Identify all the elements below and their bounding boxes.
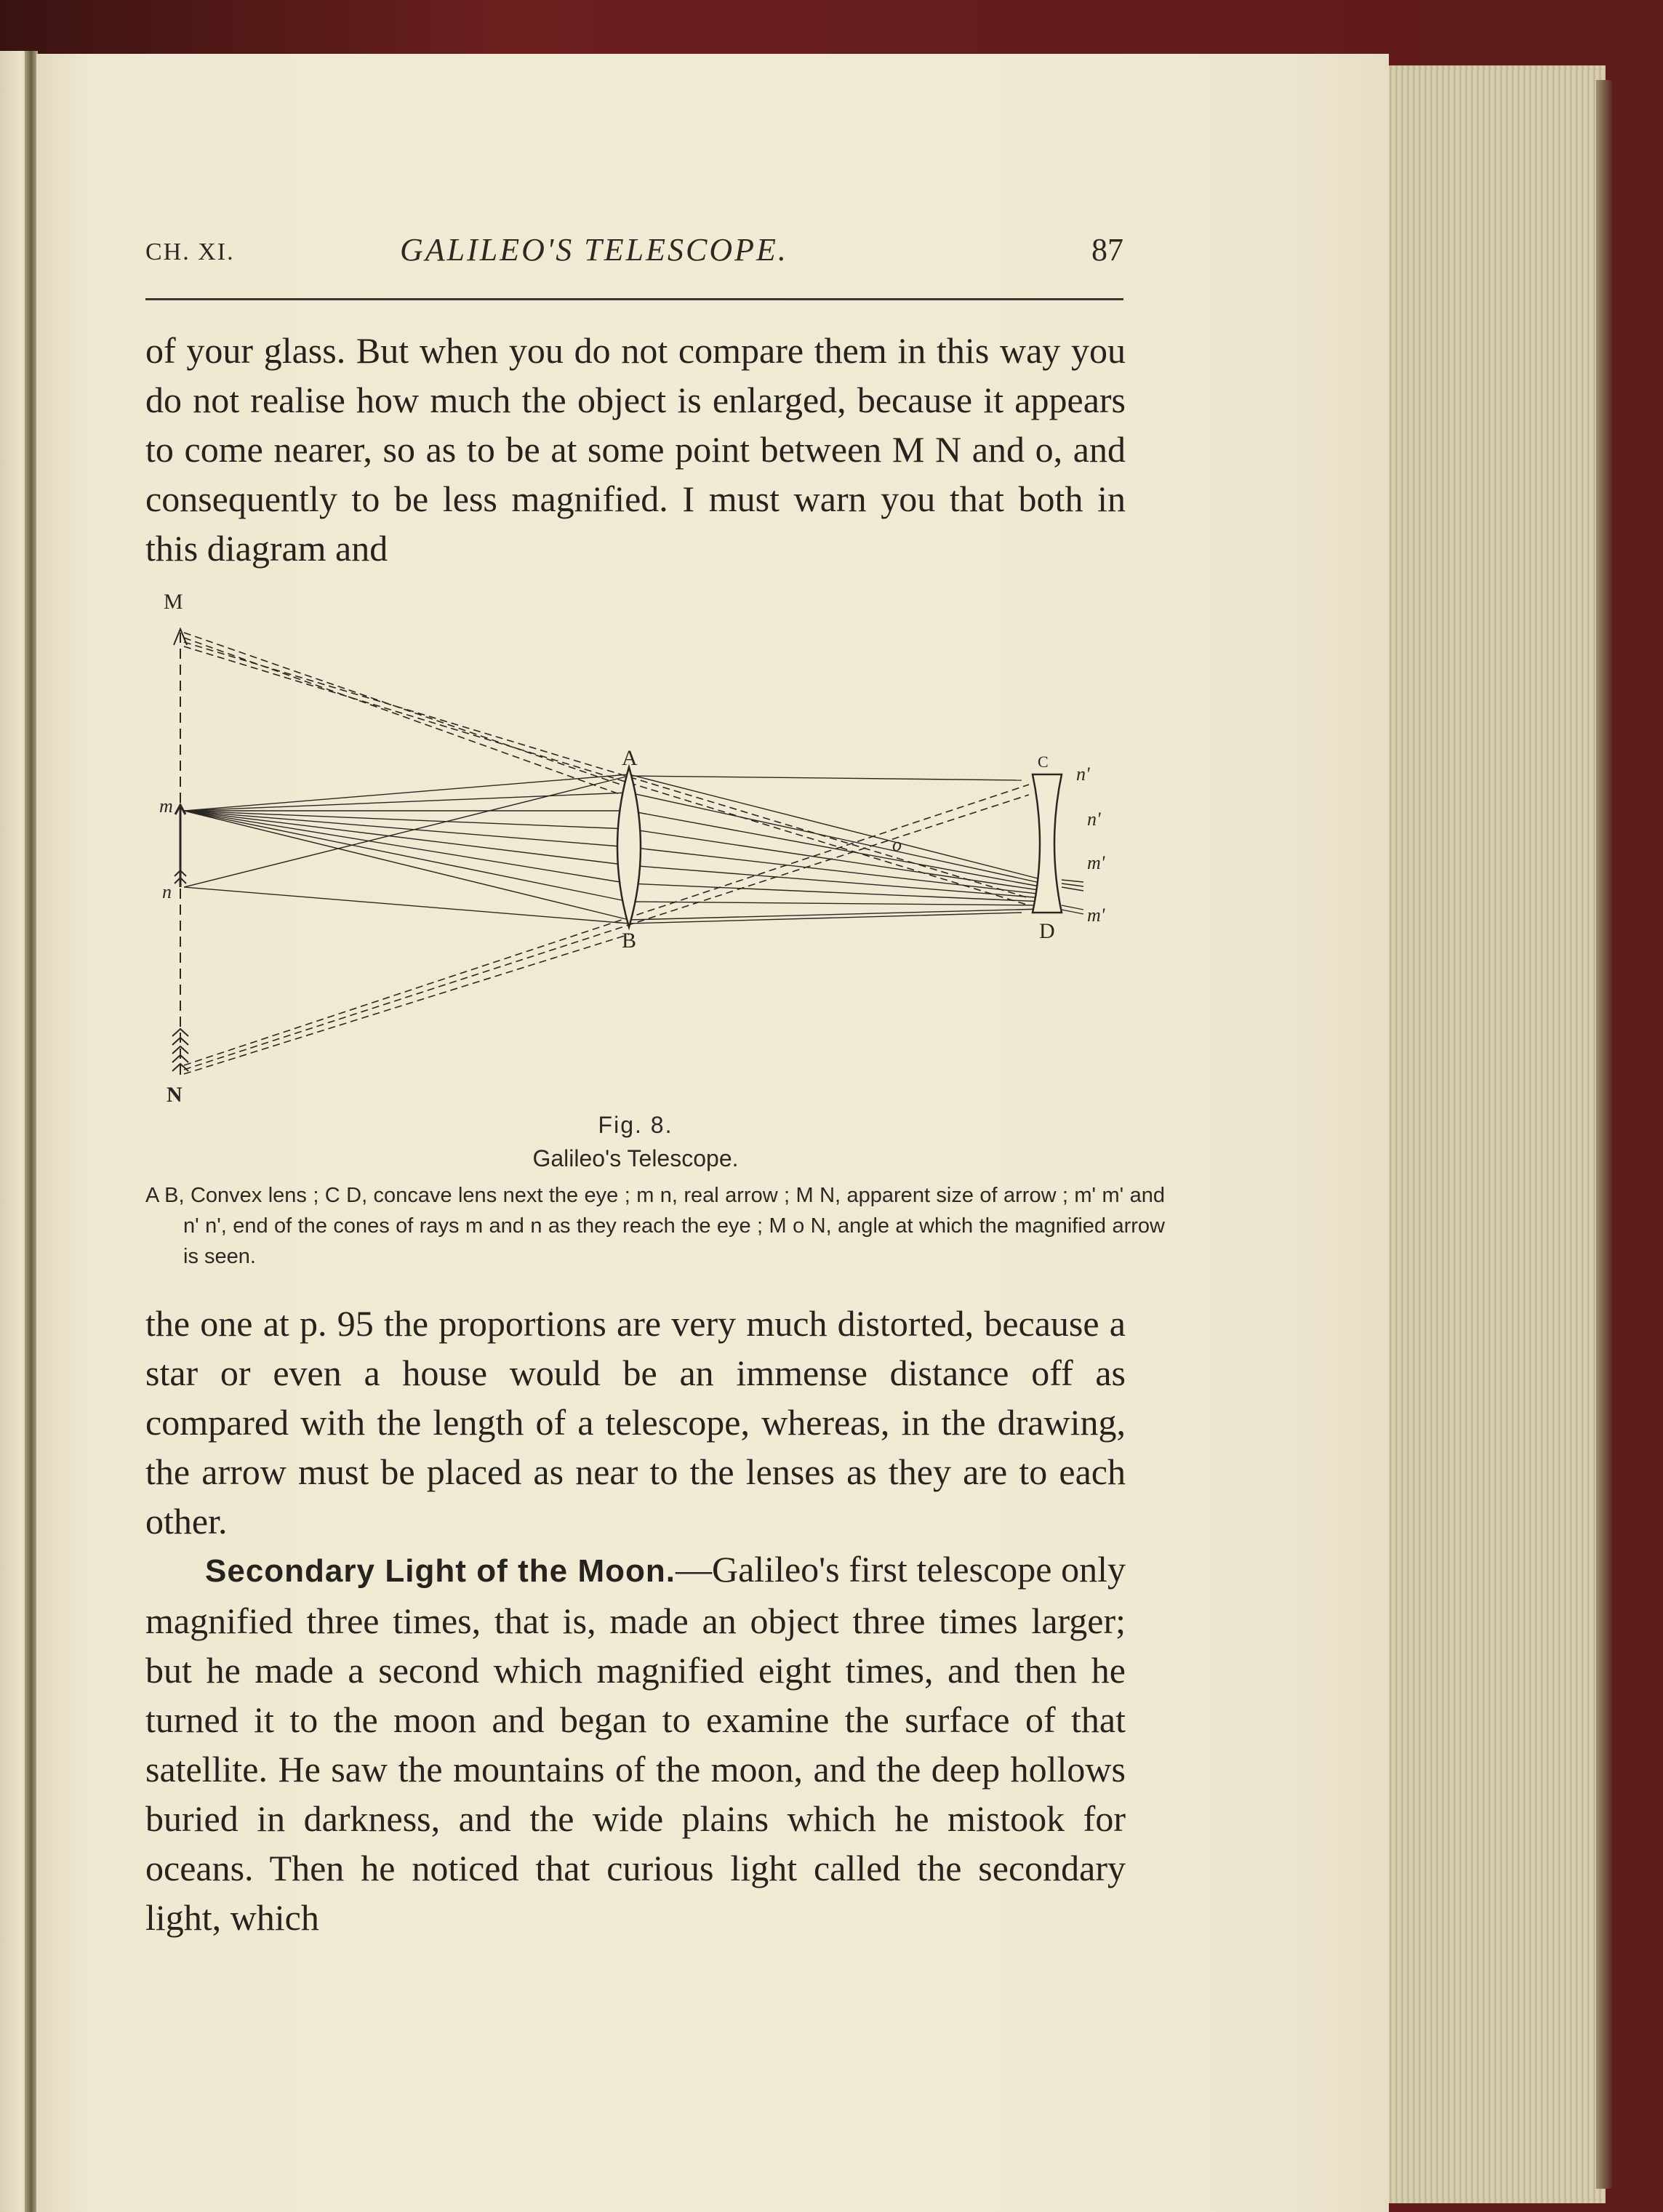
paragraph-section [145, 1544, 1126, 1942]
figure-number: Fig. 8. [598, 1112, 673, 1138]
page-number: 87 [1091, 232, 1123, 268]
label-m-prime-1: m' [1087, 852, 1105, 873]
label-n: n [162, 881, 172, 902]
header-rule [145, 298, 1123, 300]
label-n-prime-2: n' [1087, 809, 1101, 830]
running-title: GALILEO'S TELESCOPE. [400, 232, 788, 268]
label-o: o [892, 834, 902, 855]
figure-title: Galileo's Telescope. [532, 1145, 739, 1171]
section-text: —Galileo's first telescope only magnified three times, that is, made an object three times larger; but he made a second which magnified eight times, and then he turned it to the moon and began to examine the surface of that satellite. He saw the mountains of the moon, and the deep hollows buried in darkness, and the wide plains which he mistook for oceans. Then he noticed that curious light called the secondary light, which [145, 1549, 1126, 1938]
emergent-rays [1062, 880, 1083, 914]
dashed-rays-M [184, 633, 1029, 905]
figure-caption [145, 1109, 1126, 1176]
label-M: M [164, 593, 183, 614]
label-m: m [159, 796, 173, 817]
page-edges-shadow [1596, 80, 1612, 2189]
chapter-label: CH. XI. [145, 239, 235, 265]
label-N: N [167, 1083, 183, 1107]
label-n-prime-1: n' [1076, 764, 1090, 785]
convex-lens [617, 767, 641, 927]
telescope-diagram [156, 593, 1145, 1116]
label-D: D [1039, 919, 1055, 943]
paragraph-middle: the one at p. 95 the proportions are very much distorted, because a star or even a house would be an immense distance off as compared with the length of a telescope, whereas, in the drawing, the arrow must be placed as near to the lenses as they are to each other. [145, 1303, 1126, 1542]
label-C: C [1038, 753, 1049, 771]
label-A: A [622, 746, 638, 770]
paragraph-top: of your glass. But when you do not compare them in this way you do not realise how much the object is enlarged, because it appears to come nearer, so as to be at some point between M N and o, and consequently to be less magnified. I must warn you that both in this diagram and [145, 330, 1126, 569]
concave-lens [1033, 774, 1062, 913]
running-head [145, 231, 1123, 275]
page-edges [1385, 65, 1606, 2203]
section-heading: Secondary Light of the Moon. [205, 1553, 676, 1589]
label-m-prime-2: m' [1087, 905, 1105, 926]
figure-legend: A B, Convex lens ; C D, concave lens next the eye ; m n, real arrow ; M N, apparent size of arrow ; m' m' and n' n', end of the cones of rays m and n as they reach the eye ; M o N, angle at which the magnified arrow is seen. [145, 1184, 1165, 1268]
label-B: B [622, 929, 637, 953]
